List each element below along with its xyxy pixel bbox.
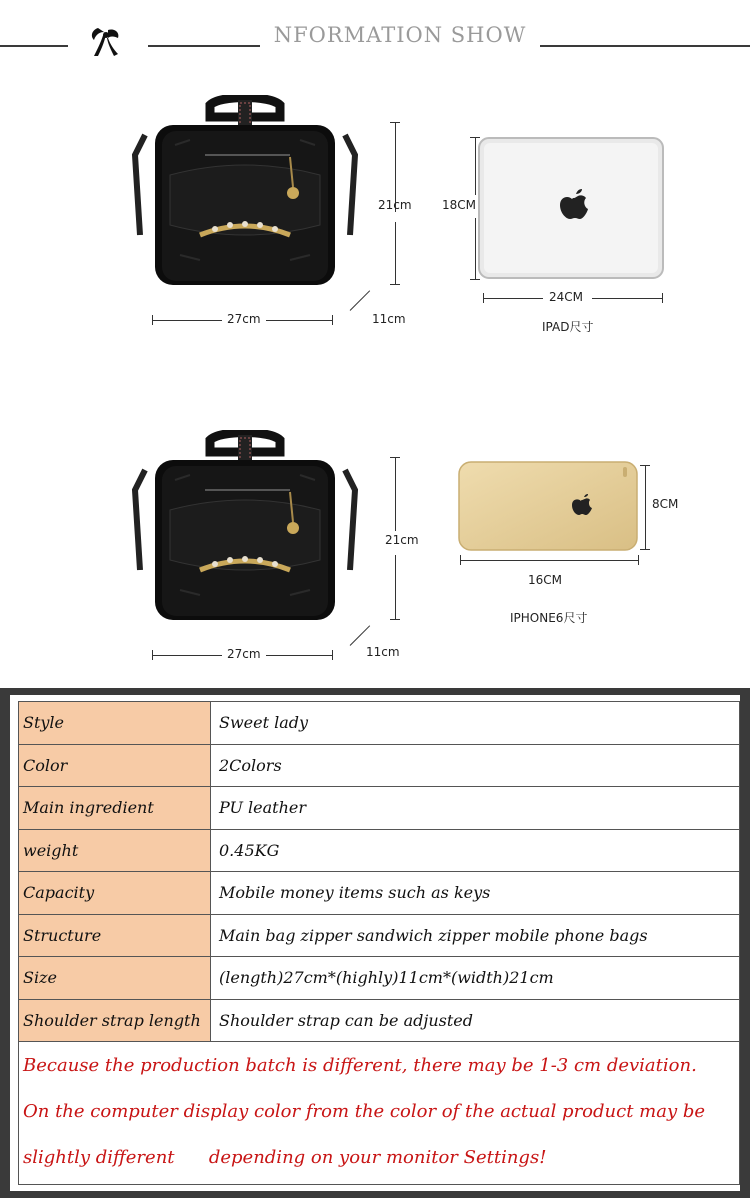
ipad-caption: IPAD尺寸 [542, 320, 594, 334]
iphone6-height-label: 8CM [652, 497, 679, 511]
spec-key: Shoulder strap length [19, 999, 211, 1042]
spec-key: Structure [19, 914, 211, 957]
table-row [19, 872, 740, 915]
spec-frame [0, 688, 750, 1198]
table-row [19, 957, 740, 1000]
table-row [19, 914, 740, 957]
iphone6-width-label: 16CM [528, 573, 563, 587]
spec-key: Style [19, 702, 211, 745]
bag-width-label: 27cm [227, 647, 261, 661]
note-line: Because the production batch is different, there may be 1-3 cm deviation. [23, 1055, 697, 1076]
iphone6-icon [458, 461, 638, 551]
header-rule-left [0, 45, 68, 47]
deviation-notes [18, 1041, 740, 1185]
spec-value: Main bag zipper sandwich zipper mobile phone bags [211, 914, 740, 957]
bag-height-label: 21cm [378, 198, 412, 212]
black-handbag-icon [130, 430, 360, 625]
iphone6-caption: IPHONE6尺寸 [510, 611, 588, 625]
ipad-icon [478, 137, 664, 279]
bag-width-label: 27cm [227, 312, 261, 326]
table-row [19, 702, 740, 745]
spec-key: Size [19, 957, 211, 1000]
note-line: On the computer display color from the color of the actual product may be [23, 1101, 706, 1122]
ipad-width-label: 24CM [549, 290, 584, 304]
bag-depth-label: 11cm [372, 312, 406, 326]
spec-value: Sweet lady [211, 702, 740, 745]
spec-value: Mobile money items such as keys [211, 872, 740, 915]
spec-value: PU leather [211, 787, 740, 830]
spec-value: (length)27cm*(highly)11cm*(width)21cm [211, 957, 740, 1000]
bow-tie-icon [84, 20, 128, 64]
spec-key: weight [19, 829, 211, 872]
page-title: NFORMATION SHOW [260, 18, 540, 52]
bag-height-label: 21cm [385, 533, 419, 547]
table-row [19, 999, 740, 1042]
spec-value: 0.45KG [211, 829, 740, 872]
spec-table [18, 701, 740, 1042]
size-comparison-iphone6 [0, 425, 750, 675]
note-line: slightly different depending on your monitor Settings! [23, 1147, 547, 1168]
table-row [19, 744, 740, 787]
table-row [19, 787, 740, 830]
spec-value: Shoulder strap can be adjusted [211, 999, 740, 1042]
spec-panel [10, 695, 740, 1191]
size-comparison-ipad [0, 90, 750, 350]
table-row [19, 829, 740, 872]
bag-depth-label: 11cm [366, 645, 400, 659]
ipad-height-label: 18CM [442, 198, 477, 212]
spec-key: Main ingredient [19, 787, 211, 830]
spec-key: Capacity [19, 872, 211, 915]
black-handbag-icon [130, 95, 360, 290]
spec-value: 2Colors [211, 744, 740, 787]
spec-key: Color [19, 744, 211, 787]
